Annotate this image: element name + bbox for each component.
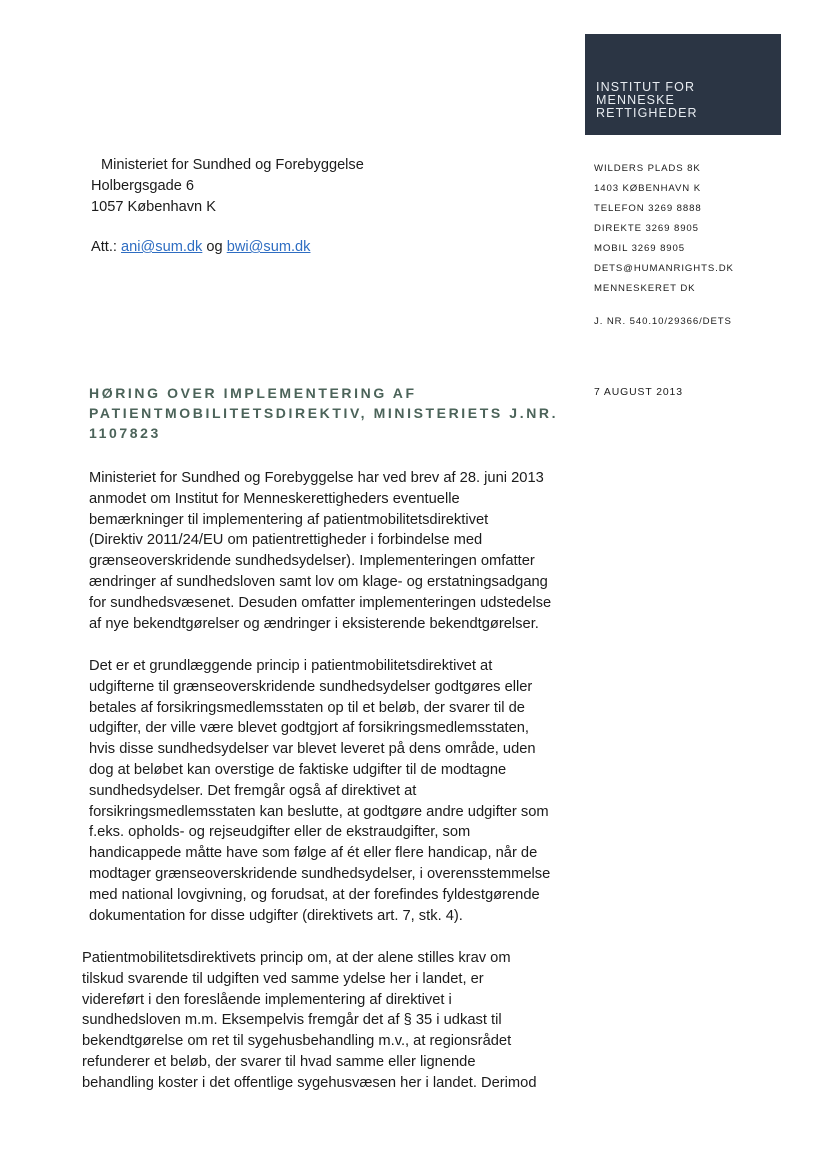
letter-date: 7 AUGUST 2013	[594, 387, 683, 398]
recipient-name: Ministeriet for Sundhed og Forebyggelse	[101, 157, 364, 173]
paragraph-line: handicappede måtte have som følge af ét eller flere handicap, når de	[89, 845, 538, 862]
paragraph-line: af nye bekendtgørelser og ændringer i eksisterende bekendtgørelser.	[89, 615, 539, 632]
paragraph-line: sundhedsydelser. Det fremgår også af direktivet at	[89, 782, 417, 799]
paragraph-line: bekendtgørelse om ret til sygehusbehandling m.v., at regionsrådet	[82, 1033, 512, 1050]
paragraph-line: betales af forsikringsmedlemsstaten op til et beløb, der svarer til de	[89, 699, 525, 716]
paragraph-line: udgifterne til grænseoverskridende sundhedsydelser godtgøres eller	[89, 678, 533, 695]
recipient-address	[91, 155, 364, 218]
paragraph-line: Patientmobilitetsdirektivets princip om, at der alene stilles krav om	[82, 950, 511, 966]
paragraph-line: modtager grænseoverskridende sundhedsydelser, i overensstemmelse	[89, 865, 551, 882]
logo-line: MENNESKE	[596, 93, 675, 107]
paragraph-line: f.eks. opholds- og rejseudgifter eller de ekstraudgifter, som	[89, 824, 471, 841]
paragraph-line: ændringer af sundhedsloven samt lov om klage- og erstatningsadgang	[89, 573, 548, 590]
logo-line: INSTITUT FOR	[596, 80, 696, 94]
recipient-city: 1057 København K	[91, 199, 216, 215]
paragraph-line: tilskud svarende til udgiften ved samme ydelse her i landet, er	[82, 970, 484, 987]
journal-number: J. NR. 540.10/29366/DETS	[594, 316, 732, 327]
sender-contact-block	[594, 159, 734, 299]
body-paragraph-1	[89, 468, 551, 634]
sender-website: MENNESKERET DK	[594, 283, 696, 294]
paragraph-line: sundhedsloven m.m. Eksempelvis fremgår det af § 35 i udkast til	[82, 1012, 502, 1029]
paragraph-line: dog at beløbet kan overstige de faktiske udgifter til de modtagne	[89, 761, 507, 778]
paragraph-line: refunderer et beløb, der svarer til hvad samme eller lignende	[82, 1053, 476, 1070]
body-paragraph-3	[82, 948, 537, 1094]
att-label: Att.:	[91, 239, 117, 255]
sender-phone: TELEFON 3269 8888	[594, 203, 702, 214]
attention-line	[91, 239, 310, 255]
paragraph-line: forsikringsmedlemsstaten kan beslutte, at godtgøre andre udgifter som	[89, 803, 549, 820]
recipient-street: Holbergsgade 6	[91, 178, 195, 194]
subject-line: 1107823	[89, 425, 161, 441]
logo-line: RETTIGHEDER	[596, 106, 698, 120]
email-link-bwi[interactable]: bwi@sum.dk	[226, 239, 311, 255]
sender-mobile: MOBIL 3269 8905	[594, 243, 686, 254]
paragraph-line: Det er et grundlæggende princip i patientmobilitetsdirektivet at	[89, 658, 493, 674]
sender-direct-phone: DIREKTE 3269 8905	[594, 223, 699, 234]
paragraph-line: udgifter, der ville være blevet godtgjort af forsikringsmedlemsstaten,	[89, 720, 530, 737]
paragraph-line: hvis disse sundhedsydelser var blevet leveret på dens område, uden	[89, 741, 536, 758]
subject-heading	[89, 383, 574, 443]
sender-email: DETS@HUMANRIGHTS.DK	[594, 263, 734, 274]
institute-logo	[585, 34, 781, 135]
sender-address-line: WILDERS PLADS 8K	[594, 163, 701, 174]
paragraph-line: (Direktiv 2011/24/EU om patientrettigheder i forbindelse med	[89, 532, 483, 549]
paragraph-line: videreført i den foreslående implementering af direktivet i	[82, 991, 452, 1008]
paragraph-line: behandling koster i det offentlige sygehusvæsen her i landet. Derimod	[82, 1074, 537, 1091]
att-conjunction: og	[206, 239, 223, 255]
paragraph-line: grænseoverskridende sundhedsydelser). Implementeringen omfatter	[89, 553, 535, 570]
paragraph-line: for sundhedsvæsenet. Desuden omfatter implementeringen udstedelse	[89, 594, 552, 611]
subject-line: HØRING OVER IMPLEMENTERING AF	[89, 385, 417, 401]
email-link-ani[interactable]: ani@sum.dk	[121, 239, 203, 255]
paragraph-line: bemærkninger til implementering af patientmobilitetsdirektivet	[89, 511, 489, 528]
paragraph-line: dokumentation for disse udgifter (direktivets art. 7, stk. 4).	[89, 907, 463, 924]
subject-line: PATIENTMOBILITETSDIREKTIV, MINISTERIETS J.NR.	[89, 405, 559, 421]
sender-postal-line: 1403 KØBENHAVN K	[594, 183, 702, 194]
body-paragraph-2	[89, 656, 550, 926]
paragraph-line: Ministeriet for Sundhed og Forebyggelse har ved brev af 28. juni 2013	[89, 470, 544, 486]
paragraph-line: med national lovgivning, og forudsat, at der forefindes fyldestgørende	[89, 886, 540, 903]
paragraph-line: anmodet om Institut for Menneskerettigheders eventuelle	[89, 490, 460, 507]
